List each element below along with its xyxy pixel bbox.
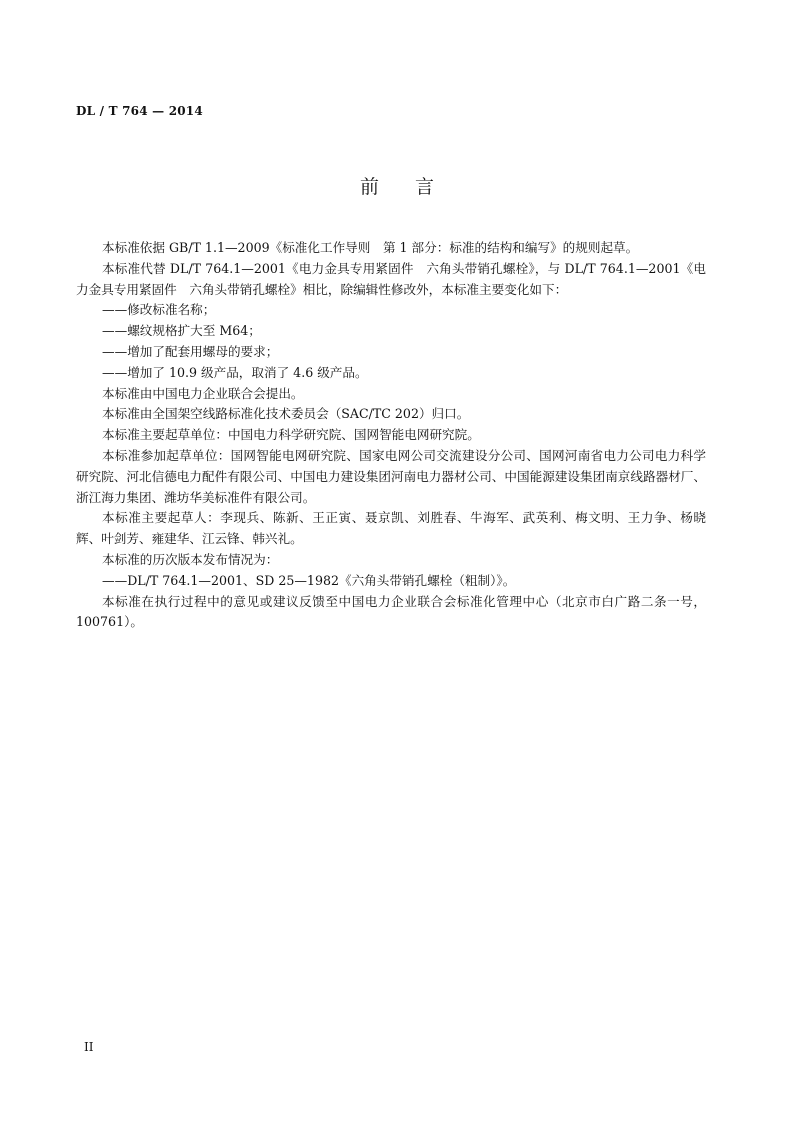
paragraph-replaces: 本标准代替 DL/T 764.1—2001《电力金具专用紧固件 六角头带销孔螺栓》，与 DL/T 764.1—2001《电力金具专用紧固件 六角头带销孔螺栓》相比，除编辑性修改外，本标准主要变化如下： xyxy=(76,260,706,297)
standard-code-header: DL / T 764 — 2014 xyxy=(76,104,203,118)
paragraph-feedback: 本标准在执行过程中的意见或建议反馈至中国电力企业联合会标准化管理中心（北京市白广路二条一号，100761）。 xyxy=(76,593,706,630)
list-item-history: ——DL/T 764.1—2001、SD 25—1982《六角头带销孔螺栓（粗制）》。 xyxy=(102,572,516,588)
list-item-change-4: ——增加了 10.9 级产品，取消了 4.6 级产品。 xyxy=(102,364,368,380)
foreword-body xyxy=(76,238,706,633)
list-item-change-1: ——修改标准名称； xyxy=(102,302,216,318)
page-title: 前言 xyxy=(359,176,470,198)
paragraph-history-intro: 本标准的历次版本发布情况为： xyxy=(102,551,279,567)
paragraph-main-drafters: 本标准主要起草人：李现兵、陈新、王正寅、聂京凯、刘胜春、牛海军、武英利、梅文明、王力争、杨晓辉、叶剑芳、雍建华、江云锋、韩兴礼。 xyxy=(76,510,706,547)
paragraph-proposed-by: 本标准由中国电力企业联合会提出。 xyxy=(102,385,304,401)
paragraph-main-drafters-org: 本标准主要起草单位：中国电力科学研究院、国网智能电网研究院。 xyxy=(102,427,480,443)
list-item-change-3: ——增加了配套用螺母的要求； xyxy=(102,343,279,359)
page-number: II xyxy=(84,1040,94,1054)
paragraph-participating-orgs: 本标准参加起草单位：国网智能电网研究院、国家电网公司交流建设分公司、国网河南省电力公司电力科学研究院、河北信德电力配件有限公司、中国电力建设集团河南电力器材公司、中国能源建设集团南京线路器材厂、浙江海力集团、潍坊华美标准件有限公司。 xyxy=(76,447,706,505)
paragraph-under-jurisdiction: 本标准由全国架空线路标准化技术委员会（SAC/TC 202）归口。 xyxy=(102,406,470,422)
list-item-change-2: ——螺纹规格扩大至 M64； xyxy=(102,323,261,339)
paragraph-drafting-rules: 本标准依据 GB/T 1.1—2009《标准化工作导则 第 1 部分：标准的结构和编写》的规则起草。 xyxy=(102,240,639,255)
